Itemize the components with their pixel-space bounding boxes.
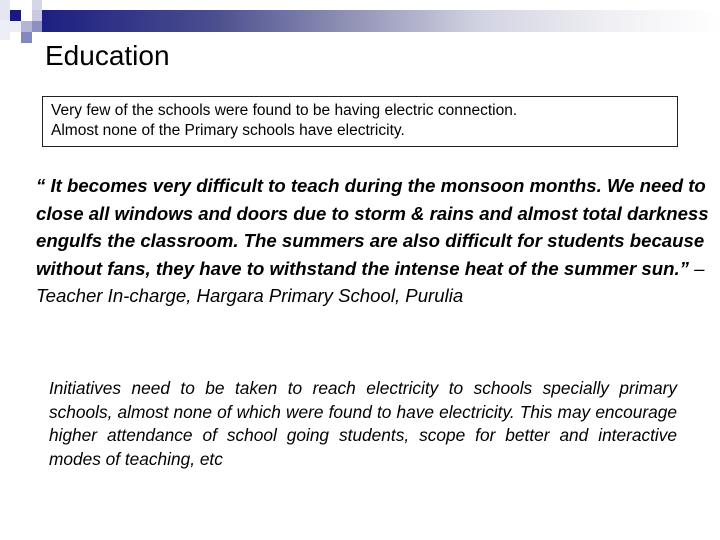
decorative-square-pale xyxy=(10,21,21,32)
decorative-square-pale xyxy=(0,0,10,20)
decorative-square-dark xyxy=(10,10,21,21)
header-gradient-bar xyxy=(42,10,720,32)
summary-line: Almost none of the Primary schools have electricity. xyxy=(51,122,405,139)
quote-attribution: –Teacher In-charge, Hargara Primary School, Purulia xyxy=(36,257,705,306)
decorative-square-mid xyxy=(21,21,32,32)
initiative-paragraph: Initiatives need to be taken to reach electricity to schools specially primary schools, almost none of which were found to have electricity. This may encourage higher attendance of school going students, scope for better and interactive modes of teaching, etc xyxy=(49,378,677,469)
decorative-square-pale xyxy=(0,20,10,40)
decorative-square-light xyxy=(32,0,42,10)
decorative-square-mid xyxy=(32,21,42,32)
quote-body: “ It becomes very difficult to teach during the monsoon months. We need to close all windows and doors due to storm & rains and almost total darkness engulfs the classroom. The summers are also difficult for students because without fans, they have to withstand the intense heat of the summer sun.” xyxy=(36,175,709,279)
decorative-square-mid xyxy=(21,32,32,43)
summary-line: Very few of the schools were found to be having electric connection. xyxy=(51,102,518,119)
slide-title: Education xyxy=(45,40,170,71)
teacher-quote xyxy=(36,172,716,310)
summary-box xyxy=(42,96,678,147)
